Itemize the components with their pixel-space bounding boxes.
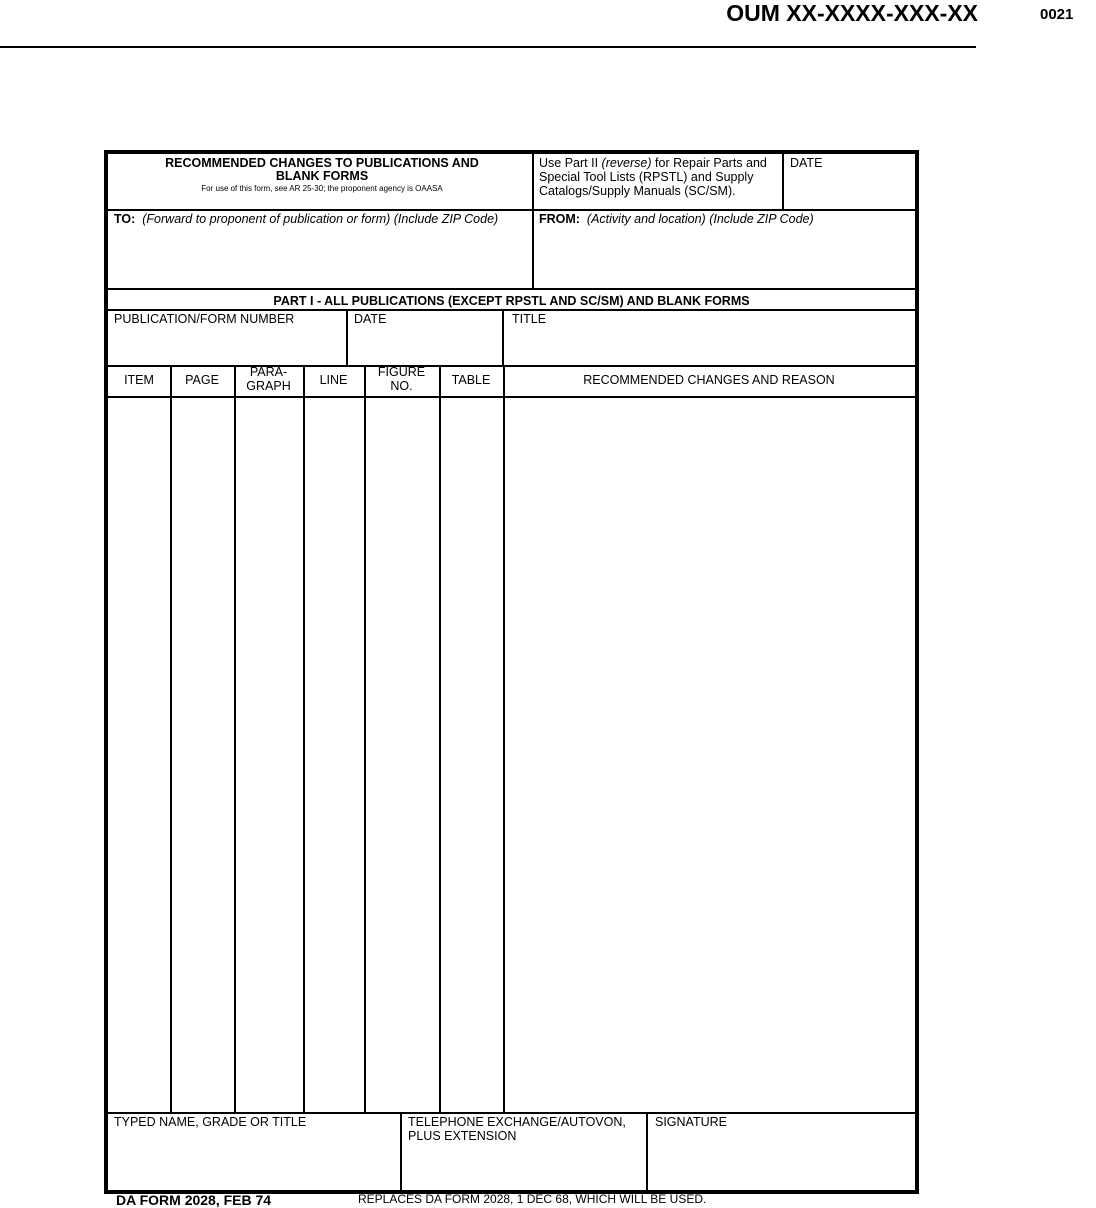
column-figure-line1: FIGURE <box>377 365 426 379</box>
column-page: PAGE <box>185 373 219 387</box>
divider <box>532 154 534 288</box>
part1-title: PART I - ALL PUBLICATIONS (EXCEPT RPSTL AND SC/SM) AND BLANK FORMS <box>273 294 750 308</box>
divider <box>108 1112 915 1114</box>
column-paragraph-line1: PARA- <box>249 365 288 379</box>
divider <box>108 288 915 290</box>
telephone-label-line2: PLUS EXTENSION <box>408 1129 517 1143</box>
signature-label: SIGNATURE <box>655 1115 727 1129</box>
divider <box>108 365 915 367</box>
telephone-label-line1: TELEPHONE EXCHANGE/AUTOVON, <box>408 1115 626 1129</box>
from-field-label: FROM: (Activity and location) (Include ZIP Code) <box>539 212 814 226</box>
divider <box>346 309 348 365</box>
use-part-text-line3: Catalogs/Supply Manuals (SC/SM). <box>539 184 736 198</box>
divider <box>108 209 915 211</box>
divider <box>502 309 504 365</box>
divider <box>108 396 915 398</box>
header-date-label: DATE <box>790 156 823 170</box>
typed-name-label: TYPED NAME, GRADE OR TITLE <box>114 1115 307 1129</box>
page-number: 0021 <box>1040 6 1074 23</box>
publication-number-label: PUBLICATION/FORM NUMBER <box>114 312 295 326</box>
to-field-label: TO: (Forward to proponent of publication or form) (Include ZIP Code) <box>114 212 499 226</box>
column-changes: RECOMMENDED CHANGES AND REASON <box>583 373 835 387</box>
form-subtitle: For use of this form, see AR 25-30; the proponent agency is OAASA <box>201 184 443 193</box>
column-rule <box>439 365 441 1112</box>
column-rule <box>170 365 172 1112</box>
publication-title-label: TITLE <box>512 312 547 326</box>
divider <box>400 1112 402 1190</box>
publication-date-label: DATE <box>354 312 387 326</box>
use-part-text-line2: Special Tool Lists (RPSTL) and Supply <box>539 170 754 184</box>
da-form-2028 <box>104 150 919 1194</box>
form-title-line2: BLANK FORMS <box>275 169 369 183</box>
column-line: LINE <box>319 373 348 387</box>
divider <box>108 309 915 311</box>
column-paragraph-line2: GRAPH <box>246 379 291 393</box>
form-identifier: DA FORM 2028, FEB 74 <box>116 1192 272 1208</box>
column-rule <box>503 365 505 1112</box>
header-rule <box>0 46 976 48</box>
column-rule <box>234 365 236 1112</box>
document-id: OUM XX-XXXX-XXX-XX <box>726 0 978 26</box>
column-table: TABLE <box>451 373 491 387</box>
column-item: ITEM <box>124 373 154 387</box>
column-rule <box>364 365 366 1112</box>
divider <box>782 154 784 209</box>
divider <box>646 1112 648 1190</box>
form-title-line1: RECOMMENDED CHANGES TO PUBLICATIONS AND <box>165 156 479 170</box>
column-rule <box>303 365 305 1112</box>
use-part-text-line1: Use Part II (reverse) for Repair Parts and <box>539 156 767 170</box>
replaces-note: REPLACES DA FORM 2028, 1 DEC 68, WHICH WILL BE USED. <box>358 1192 707 1206</box>
column-figure-line2: NO. <box>390 379 413 393</box>
